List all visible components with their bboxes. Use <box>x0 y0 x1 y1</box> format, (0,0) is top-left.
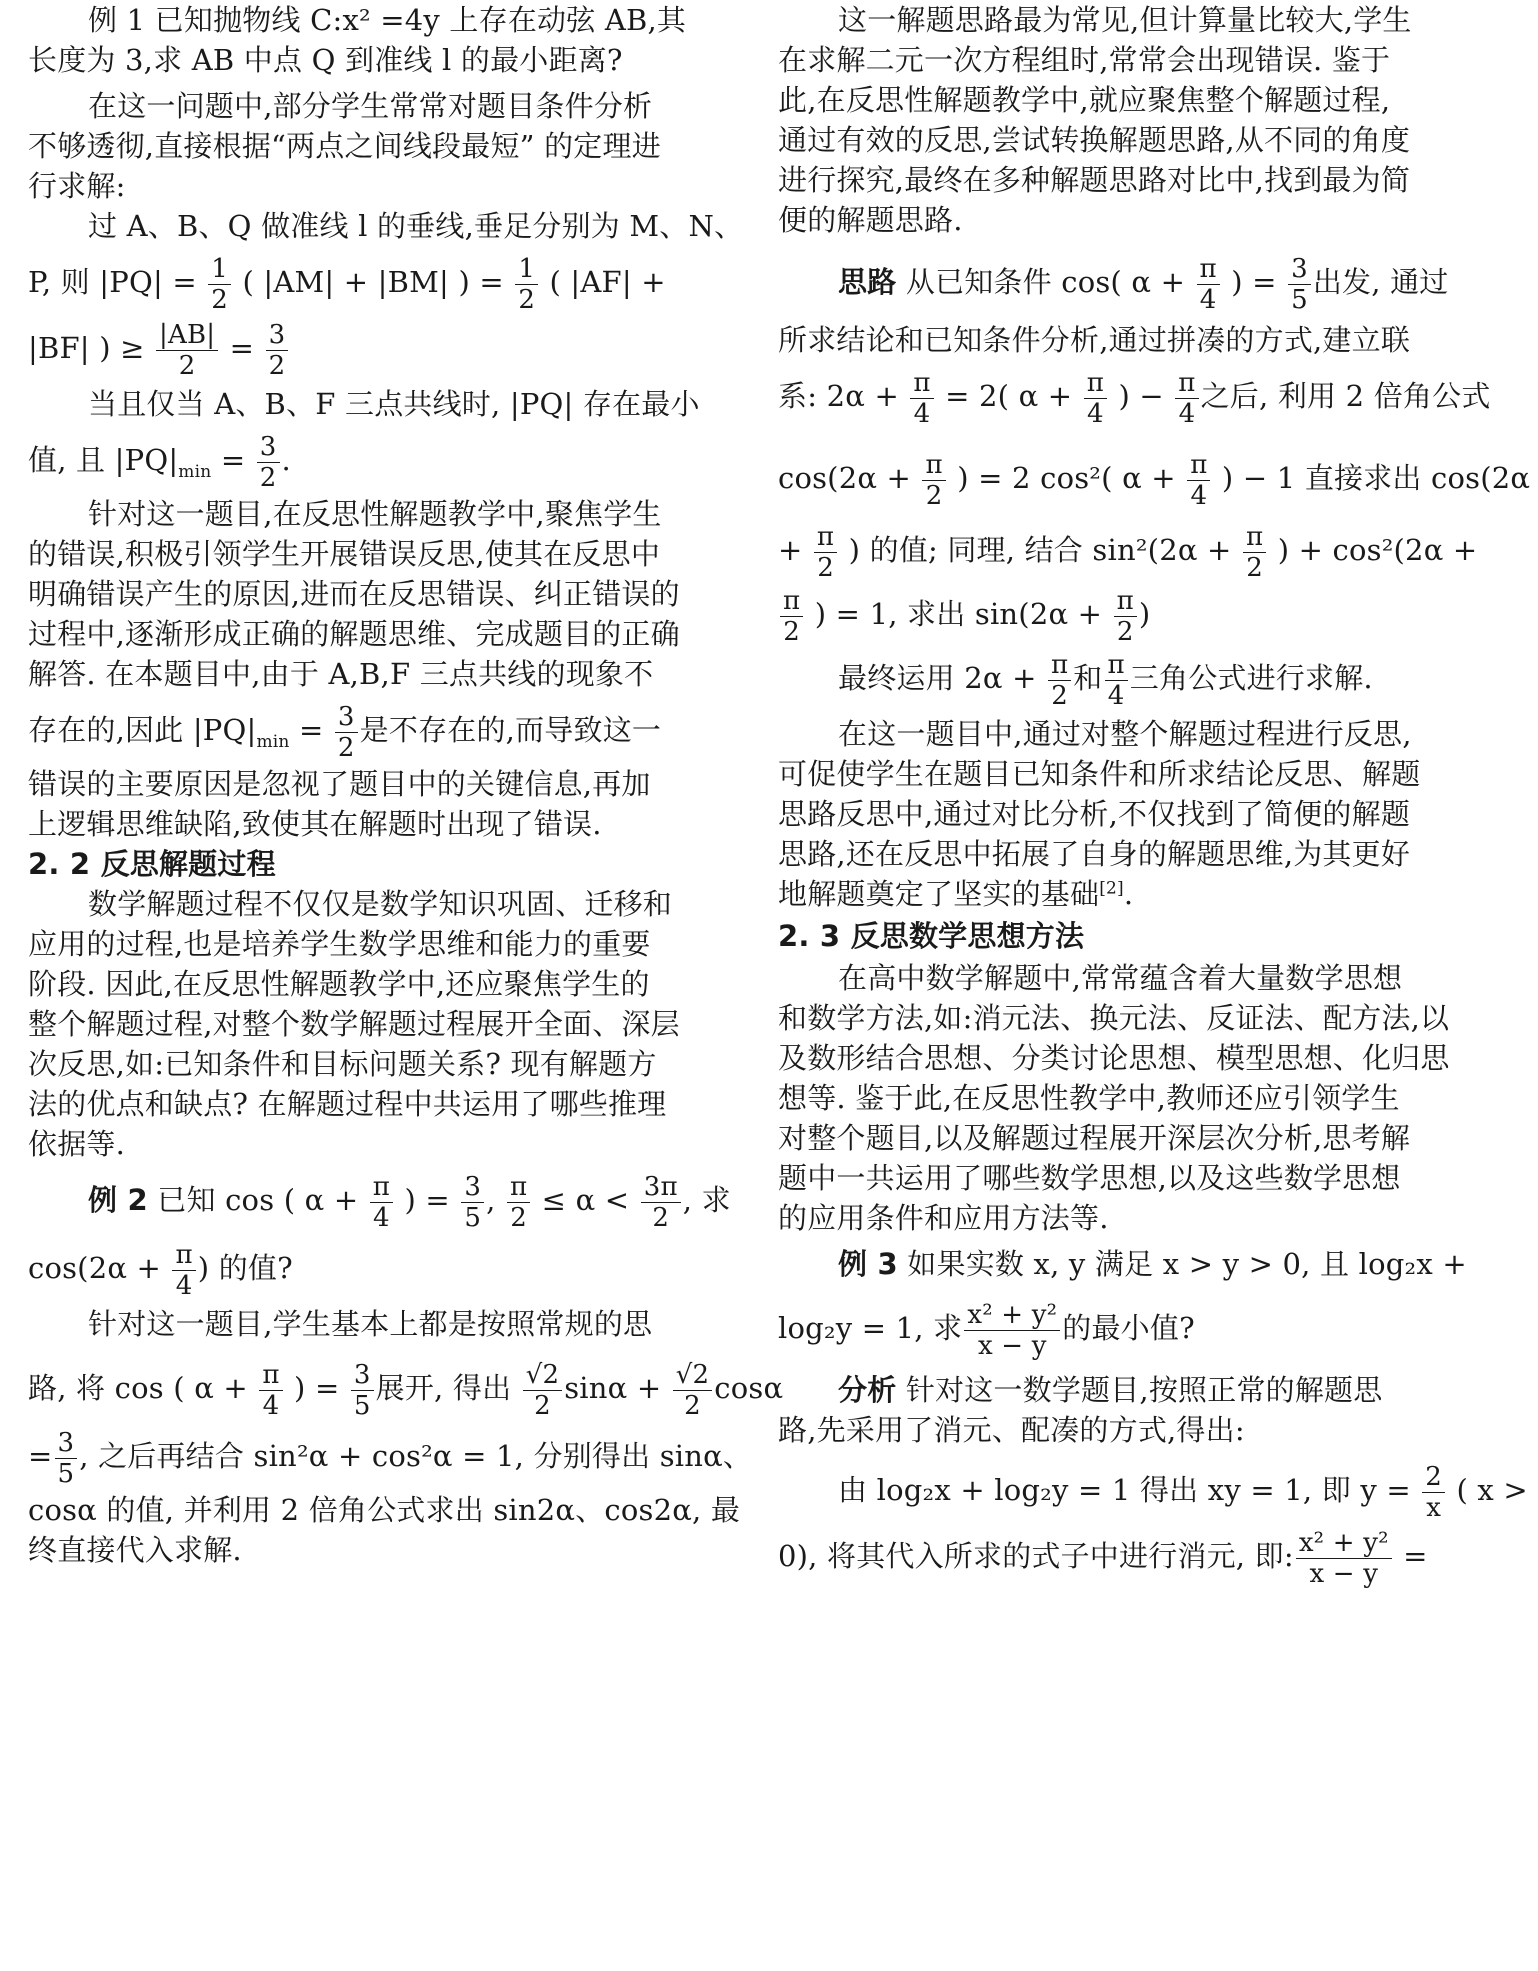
denominator: 4 <box>1086 398 1104 429</box>
approach-line <box>778 252 1538 315</box>
denominator: 5 <box>464 1202 482 1233</box>
paragraph-line <box>778 1078 1478 1118</box>
paragraph-line <box>28 206 788 246</box>
paragraph-line <box>28 1304 788 1344</box>
numerator: π <box>922 452 945 481</box>
paragraph-line <box>28 924 728 964</box>
formula-text: ( |AF| + <box>549 265 666 299</box>
formula-text: 系: 2α + <box>778 379 899 413</box>
numerator: |AB| <box>156 322 218 351</box>
text: 长度为 3,求 AB 中点 Q 到准线 l 的最小距离? <box>28 43 623 77</box>
formula-text: 从已知条件 cos( α + <box>905 265 1186 299</box>
denominator: 2 <box>652 1202 670 1233</box>
text: 和数学方法,如:消元法、换元法、反证法、配方法,以 <box>778 1001 1450 1035</box>
formula-text: 路, 将 cos ( α + <box>28 1371 248 1405</box>
formula-line <box>778 584 1478 647</box>
fraction <box>208 253 231 315</box>
denominator: 5 <box>57 1458 75 1489</box>
example-2-line-1 <box>28 1170 788 1233</box>
formula-text: = <box>299 713 324 747</box>
paragraph-line <box>28 614 728 654</box>
text: 针对这一题目,在反思性解题教学中,聚焦学生 <box>88 497 662 531</box>
formula-text: 和 <box>1073 661 1103 695</box>
text: cosα 的值, 并利用 2 倍角公式求出 sin2α、cos2α, 最 <box>28 1493 741 1527</box>
text: 的应用条件和应用方法等. <box>778 1201 1109 1235</box>
denominator: 4 <box>1178 398 1196 429</box>
fraction <box>1187 449 1210 511</box>
formula-text: ) − 1 直接求出 cos(2α <box>1221 461 1531 495</box>
paragraph-line <box>778 320 1478 360</box>
text: 在这一问题中,部分学生常常对题目条件分析 <box>88 89 653 123</box>
denominator: 2 <box>925 480 943 511</box>
paragraph-line <box>28 1530 728 1570</box>
numerator: π <box>910 370 933 399</box>
denominator: 5 <box>1291 284 1308 315</box>
paragraph-line <box>778 794 1478 834</box>
formula-line <box>28 1426 753 1489</box>
paragraph-line <box>778 80 1478 120</box>
fraction <box>523 1359 563 1421</box>
paragraph-line <box>778 200 1478 240</box>
paragraph-line <box>28 1044 728 1084</box>
paragraph-line <box>778 1410 1478 1450</box>
fraction <box>266 319 289 381</box>
numerator: 3 <box>461 1174 484 1203</box>
example-1-line-2 <box>28 40 728 80</box>
numerator: 3 <box>1288 256 1311 285</box>
text: 针对这一题目,学生基本上都是按照常规的思 <box>88 1307 653 1341</box>
numerator: π <box>814 524 837 553</box>
formula-text: 存在的,因此 |PQ| <box>28 713 257 747</box>
text: 在这一题目中,通过对整个解题过程进行反思, <box>838 717 1412 751</box>
numerator: π <box>1187 452 1210 481</box>
example-3-line-1 <box>778 1244 1538 1284</box>
text: 思路反思中,通过对比分析,不仅找到了简便的解题 <box>778 797 1411 831</box>
text: 这一解题思路最为常见,但计算量比较大,学生 <box>838 3 1412 37</box>
formula-line <box>778 520 1478 583</box>
denominator: 4 <box>1190 480 1208 511</box>
fraction <box>351 1359 374 1421</box>
formula-text: ) − <box>1118 379 1164 413</box>
denominator: 2 <box>783 616 801 647</box>
section-heading-2-3 <box>778 916 1478 956</box>
numerator: √2 <box>523 1362 563 1391</box>
text: 数学解题过程不仅仅是数学知识巩固、迁移和 <box>88 887 673 921</box>
subscript: min <box>178 461 212 482</box>
text: 行求解: <box>28 169 126 203</box>
example-3-line-2 <box>778 1296 1478 1360</box>
fraction <box>910 367 933 429</box>
subscript: min <box>256 731 290 752</box>
denominator: 2 <box>259 462 277 493</box>
analysis-label: 分析 <box>838 1373 897 1407</box>
formula-text: , <box>486 1183 496 1217</box>
paragraph-line <box>28 494 788 534</box>
formula-line <box>778 366 1491 429</box>
numerator: x² + y² <box>1296 1530 1392 1559</box>
example-label: 例 2 <box>88 1183 148 1217</box>
denominator: x − y <box>1309 1558 1379 1589</box>
numerator: 2 <box>1422 1464 1445 1493</box>
formula-text: ) + cos²(2α + <box>1277 533 1478 567</box>
numerator: x² + y² <box>964 1302 1060 1331</box>
paragraph-line <box>28 1004 728 1044</box>
paragraph-line <box>28 1490 741 1530</box>
formula-line <box>28 252 728 315</box>
denominator: 4 <box>175 1270 193 1301</box>
formula-text: = <box>220 443 246 477</box>
heading-text: 2. 2 反思解题过程 <box>28 847 276 881</box>
numerator: π <box>259 1362 282 1391</box>
text: . <box>1123 877 1134 911</box>
formula-text: 如果实数 x, y 满足 x > y > 0, 且 log₂x + <box>907 1247 1467 1281</box>
formula-line <box>28 1358 784 1421</box>
denominator: 4 <box>373 1202 390 1233</box>
heading-text: 2. 3 反思数学思想方法 <box>778 919 1085 953</box>
fraction <box>370 1171 393 1233</box>
paragraph-line <box>778 1038 1478 1078</box>
fraction <box>55 1427 78 1489</box>
text: 便的解题思路. <box>778 203 963 237</box>
formula-text: 三角公式进行求解. <box>1129 661 1373 695</box>
numerator: √2 <box>673 1362 713 1391</box>
text: 解答. 在本题目中,由于 A,B,F 三点共线的现象不 <box>28 657 654 691</box>
formula-text: 0), 将其代入所求的式子中进行消元, 即: <box>778 1539 1294 1573</box>
denominator: 5 <box>353 1390 371 1421</box>
paragraph-line <box>778 1198 1478 1238</box>
text: 不够透彻,直接根据“两点之间线段最短” 的定理进 <box>28 129 661 163</box>
fraction <box>1084 367 1107 429</box>
paragraph-line <box>778 834 1478 874</box>
formula-line <box>28 318 728 381</box>
formula-text: , 求 <box>682 1183 731 1217</box>
section-heading-2-2 <box>28 844 728 884</box>
fraction <box>335 701 358 763</box>
text: 想等. 鉴于此,在反思性教学中,教师还应引领学生 <box>778 1081 1400 1115</box>
fraction <box>1422 1461 1445 1523</box>
formula-text: log₂y = 1, 求 <box>778 1311 963 1345</box>
formula-text: = 2( α + <box>945 379 1073 413</box>
paragraph-line <box>778 958 1538 998</box>
formula-text: ) = <box>1231 265 1277 299</box>
paragraph-line <box>28 764 728 804</box>
fraction <box>257 431 280 493</box>
formula-text: = <box>28 1439 53 1473</box>
paragraph-line <box>778 754 1478 794</box>
numerator: π <box>1197 256 1220 285</box>
formula-line <box>28 430 728 493</box>
denominator: 2 <box>817 552 834 583</box>
formula-text: = <box>229 331 255 365</box>
right-column <box>778 0 1531 1971</box>
paragraph-line <box>28 166 728 206</box>
formula-text: sinα + <box>564 1371 662 1405</box>
formula-text: |BF| ) ≥ <box>28 331 145 365</box>
text: 依据等. <box>28 1127 126 1161</box>
formula-text: . <box>281 443 291 477</box>
numerator: π <box>1084 370 1107 399</box>
formula-text: = <box>1403 1539 1428 1573</box>
text: 可促使学生在题目已知条件和所求结论反思、解题 <box>778 757 1421 791</box>
numerator: 3π <box>641 1174 681 1203</box>
text: 当且仅当 A、B、F 三点共线时, |PQ| 存在最小 <box>88 387 700 421</box>
fraction <box>641 1171 681 1233</box>
text: 及数形结合思想、分类讨论思想、模型思想、化归思 <box>778 1041 1450 1075</box>
formula-text: 已知 cos ( α + <box>157 1183 359 1217</box>
text: 上逻辑思维缺陷,致使其在解题时出现了错误. <box>28 807 602 841</box>
formula-text: + <box>778 533 803 567</box>
text: 整个解题过程,对整个数学解题过程展开全面、深层 <box>28 1007 680 1041</box>
numerator: 3 <box>55 1430 78 1459</box>
formula-text: 展开, 得出 <box>375 1371 512 1405</box>
denominator: 2 <box>684 1390 701 1421</box>
text: 针对这一数学题目,按照正常的解题思 <box>905 1373 1383 1407</box>
paragraph-line <box>778 998 1478 1038</box>
paragraph-line <box>28 1084 728 1124</box>
numerator: 1 <box>208 256 231 285</box>
text: 思路,还在反思中拓展了自身的解题思维,为其更好 <box>778 837 1411 871</box>
denominator: 2 <box>337 732 355 763</box>
analysis-line <box>778 1370 1538 1410</box>
text: 应用的过程,也是培养学生数学思维和能力的重要 <box>28 927 651 961</box>
fraction <box>1296 1527 1392 1589</box>
text: 通过有效的反思,尝试转换解题思路,从不同的角度 <box>778 123 1411 157</box>
formula-text: ) = 2 cos²( α + <box>957 461 1176 495</box>
denominator: 4 <box>1199 284 1217 315</box>
denominator: 2 <box>1246 552 1263 583</box>
paragraph-line <box>28 654 728 694</box>
numerator: π <box>1243 524 1266 553</box>
paragraph-line <box>28 1124 728 1164</box>
text: 终直接代入求解. <box>28 1533 242 1567</box>
text: 过 A、B、Q 做准线 l 的垂线,垂足分别为 M、N、 <box>88 209 744 243</box>
paragraph-line <box>778 160 1478 200</box>
denominator: 4 <box>1107 680 1125 711</box>
formula-text: ≤ α < <box>541 1183 630 1217</box>
formula-text: 之后, 利用 2 倍角公式 <box>1200 379 1491 413</box>
formula-text: 出发, 通过 <box>1312 265 1449 299</box>
paragraph-line <box>28 964 728 1004</box>
paragraph-line <box>778 40 1478 80</box>
text: 次反思,如:已知条件和目标问题关系? 现有解题方 <box>28 1047 657 1081</box>
text: 例 1 已知抛物线 C:x² =4y 上存在动弦 AB,其 <box>88 3 687 37</box>
numerator: π <box>1114 588 1137 617</box>
formula-line <box>778 648 1538 711</box>
paragraph-line <box>778 1118 1478 1158</box>
fraction <box>172 1239 195 1301</box>
numerator: 1 <box>515 256 538 285</box>
formula-text: ( x > <box>1456 1473 1528 1507</box>
numerator: π <box>1048 652 1071 681</box>
example-1-line-1 <box>28 0 788 40</box>
formula-text: cos(2α + <box>28 1251 162 1285</box>
fraction <box>515 253 538 315</box>
denominator: 4 <box>262 1390 280 1421</box>
fraction <box>964 1299 1060 1361</box>
numerator: 3 <box>351 1362 374 1391</box>
fraction <box>461 1171 484 1233</box>
formula-text: ) = <box>294 1371 340 1405</box>
left-column <box>28 0 784 1971</box>
paragraph-line <box>778 714 1538 754</box>
paragraph-line <box>28 534 728 574</box>
citation-ref: [2] <box>1099 878 1124 899</box>
numerator: 3 <box>335 704 358 733</box>
paragraph-line <box>778 1158 1478 1198</box>
formula-text: ( |AM| + |BM| ) = <box>242 265 504 299</box>
paragraph-line <box>28 384 788 424</box>
fraction <box>673 1359 713 1421</box>
denominator: x − y <box>977 1330 1047 1361</box>
text: 对整个题目,以及解题过程展开深层次分析,思考解 <box>778 1121 1411 1155</box>
denominator: 2 <box>1116 616 1134 647</box>
denominator: 2 <box>534 1390 551 1421</box>
text: 阶段. 因此,在反思性解题教学中,还应聚焦学生的 <box>28 967 650 1001</box>
formula-text: P, 则 |PQ| = <box>28 265 197 299</box>
paragraph-line <box>28 884 788 924</box>
text: 题中一共运用了哪些数学思想,以及这些数学思想 <box>778 1161 1401 1195</box>
text: 在求解二元一次方程组时,常常会出现错误. 鉴于 <box>778 43 1391 77</box>
numerator: 3 <box>266 322 289 351</box>
formula-text: ) = 1, 求出 sin(2α + <box>814 597 1103 631</box>
numerator: π <box>1105 652 1128 681</box>
numerator: π <box>507 1174 530 1203</box>
formula-text: , 之后再结合 sin²α + cos²α = 1, 分别得出 sinα、 <box>79 1439 753 1473</box>
fraction <box>1243 521 1266 583</box>
formula-line <box>778 448 1531 511</box>
denominator: 2 <box>510 1202 527 1233</box>
fraction <box>1114 585 1137 647</box>
fraction <box>156 319 218 381</box>
numerator: 3 <box>257 434 280 463</box>
denominator: 2 <box>211 284 229 315</box>
denominator: 4 <box>913 398 931 429</box>
text: 进行探究,最终在多种解题思路对比中,找到最为简 <box>778 163 1411 197</box>
fraction <box>1197 253 1220 315</box>
numerator: π <box>172 1242 195 1271</box>
formula-text: 最终运用 2α + <box>838 661 1037 695</box>
paragraph-line <box>28 804 728 844</box>
example-2-line-2 <box>28 1238 728 1301</box>
fraction <box>814 521 837 583</box>
denominator: 2 <box>518 284 536 315</box>
numerator: π <box>780 588 803 617</box>
paragraph-line <box>778 874 1478 914</box>
denominator: 2 <box>1051 680 1069 711</box>
fraction <box>1105 649 1128 711</box>
formula-text: cos(2α + <box>778 461 912 495</box>
formula-text: ) 的值? <box>197 1251 293 1285</box>
text: 地解题奠定了坚实的基础 <box>778 877 1100 911</box>
formula-line <box>778 1458 1538 1522</box>
fraction <box>1048 649 1071 711</box>
denominator: x <box>1426 1492 1442 1523</box>
text: 过程中,逐渐形成正确的解题思维、完成题目的正确 <box>28 617 680 651</box>
text: 明确错误产生的原因,进而在反思错误、纠正错误的 <box>28 577 680 611</box>
formula-text: 是不存在的,而导致这一 <box>359 713 662 747</box>
text: 路,先采用了消元、配凑的方式,得出: <box>778 1413 1245 1447</box>
fraction <box>1288 253 1311 315</box>
text: 错误的主要原因是忽视了题目中的关键信息,再加 <box>28 767 651 801</box>
numerator: π <box>1175 370 1198 399</box>
numerator: π <box>370 1174 393 1203</box>
formula-line <box>28 700 728 763</box>
fraction <box>780 585 803 647</box>
paragraph-line <box>28 574 728 614</box>
fraction <box>1175 367 1198 429</box>
formula-line <box>778 1524 1478 1588</box>
text: 所求结论和已知条件分析,通过拼凑的方式,建立联 <box>778 323 1411 357</box>
formula-text: 的最小值? <box>1062 1311 1195 1345</box>
fraction <box>507 1171 530 1233</box>
paragraph-line <box>778 0 1538 40</box>
formula-text: ) = <box>404 1183 450 1217</box>
paragraph-line <box>778 120 1478 160</box>
text: 此,在反思性解题教学中,就应聚焦整个解题过程, <box>778 83 1391 117</box>
text: 法的优点和缺点? 在解题过程中共运用了哪些推理 <box>28 1087 667 1121</box>
formula-text: 值, 且 |PQ| <box>28 443 179 477</box>
paragraph-line <box>28 86 788 126</box>
text: 在高中数学解题中,常常蕴含着大量数学思想 <box>838 961 1403 995</box>
text: 的错误,积极引领学生开展错误反思,使其在反思中 <box>28 537 661 571</box>
paragraph-line <box>28 126 728 166</box>
formula-text: cosα <box>714 1371 784 1405</box>
denominator: 2 <box>268 350 286 381</box>
formula-text: ) 的值; 同理, 结合 sin²(2α + <box>848 533 1232 567</box>
approach-label: 思路 <box>838 265 897 299</box>
fraction <box>259 1359 282 1421</box>
formula-text: 由 log₂x + log₂y = 1 得出 xy = 1, 即 y = <box>838 1473 1411 1507</box>
denominator: 2 <box>178 350 196 381</box>
formula-text: ) <box>1138 597 1151 631</box>
fraction <box>922 449 945 511</box>
example-label: 例 3 <box>838 1247 898 1281</box>
